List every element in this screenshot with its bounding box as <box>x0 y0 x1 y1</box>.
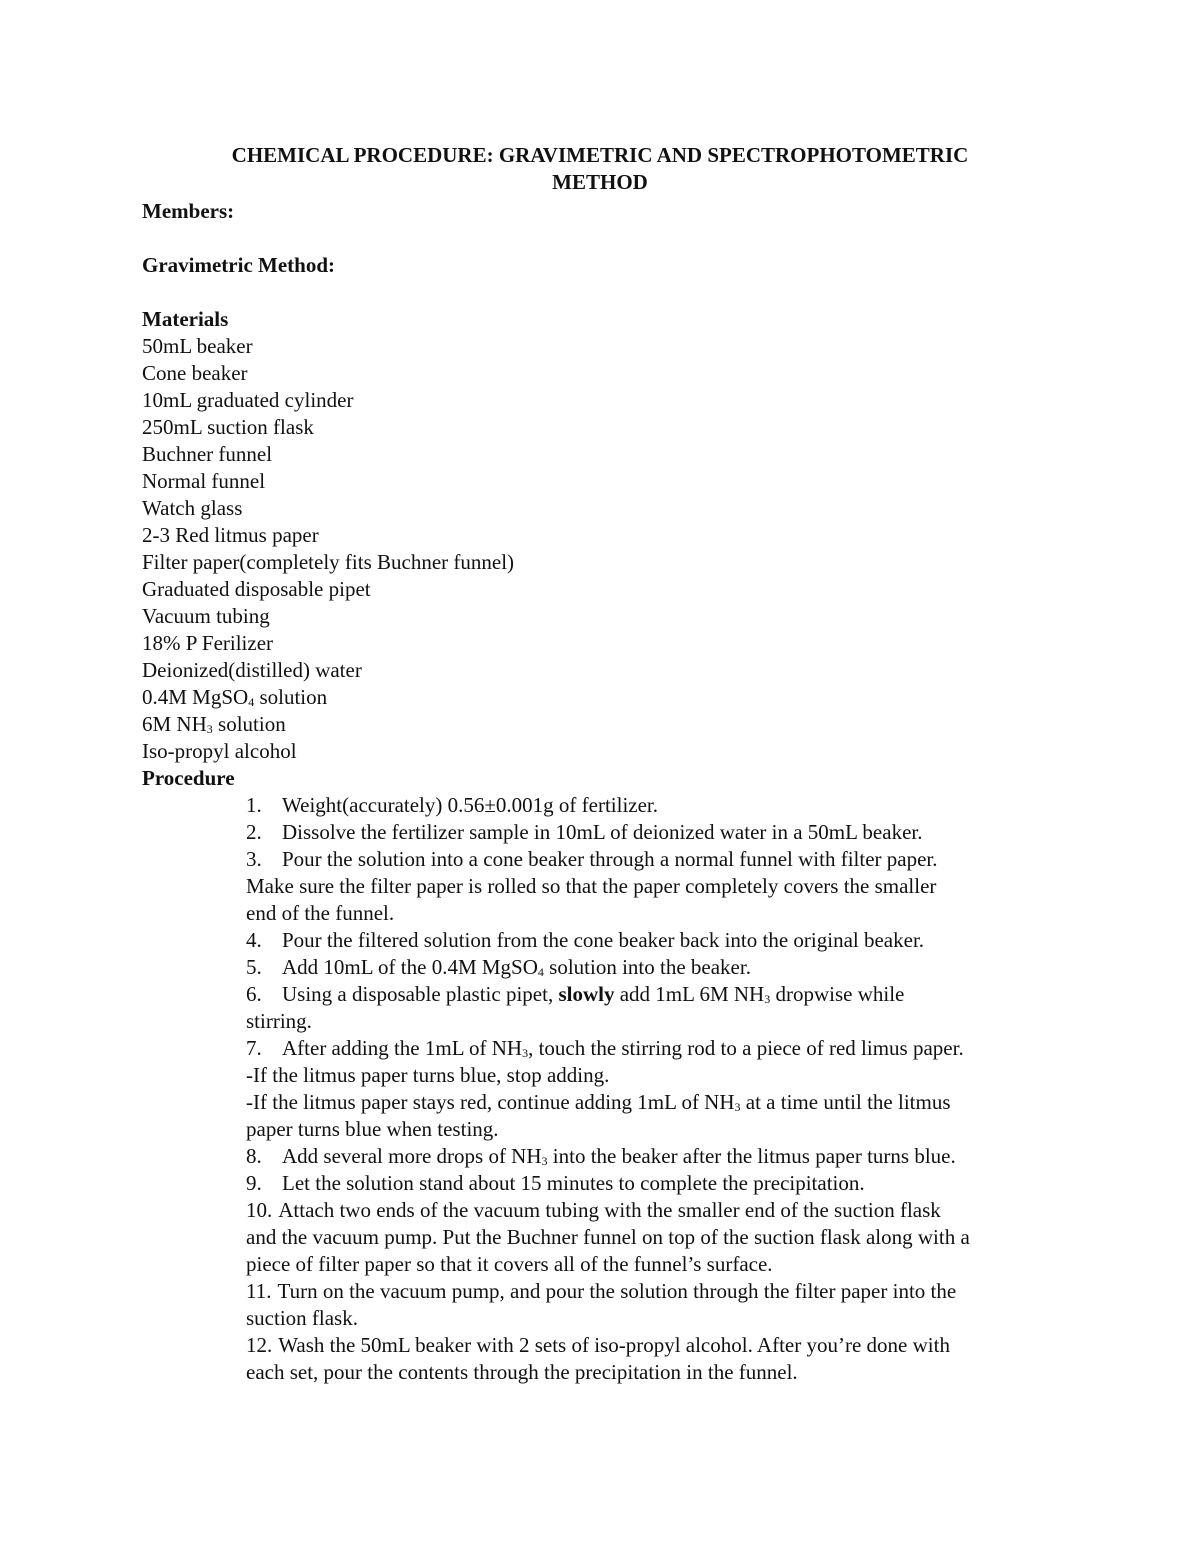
step-text: at a time until the litmus <box>740 1090 951 1114</box>
title-line-1: CHEMICAL PROCEDURE: GRAVIMETRIC AND SPECTROPHOTOMETRIC <box>231 143 969 167</box>
materials-heading: Materials <box>142 307 229 331</box>
procedure-step <box>246 1278 1076 1305</box>
step-text: After adding the 1mL of NH <box>282 1036 523 1060</box>
subscript: 4 <box>248 695 255 709</box>
material-item: Cone beaker <box>142 361 248 385</box>
emphasis-text: slowly <box>558 982 615 1006</box>
material-item: Buchner funnel <box>142 442 273 466</box>
step-continuation: end of the funnel. <box>246 901 395 925</box>
step-text: dropwise while <box>770 982 905 1006</box>
procedure-step <box>246 1197 1076 1224</box>
material-item: Filter paper(completely fits Buchner funnel) <box>142 550 515 574</box>
material-item: 18% P Ferilizer <box>142 631 274 655</box>
procedure-step <box>246 954 1076 981</box>
material-item: Iso-propyl alcohol <box>142 739 297 763</box>
step-number: 8. <box>246 1144 262 1168</box>
subscript: 3 <box>764 992 771 1006</box>
step-continuation: -If the litmus paper turns blue, stop adding. <box>246 1063 610 1087</box>
step-number: 7. <box>246 1036 262 1060</box>
material-item: 10mL graduated cylinder <box>142 388 354 412</box>
material-item: Deionized(distilled) water <box>142 658 362 682</box>
step-number: 3. <box>246 847 262 871</box>
step-continuation <box>246 1089 1076 1116</box>
procedure-step <box>246 819 1076 846</box>
step-number: 4. <box>246 928 262 952</box>
step-continuation: each set, pour the contents through the precipitation in the funnel. <box>246 1360 798 1384</box>
material-item: Watch glass <box>142 496 243 520</box>
step-text: Weight(accurately) 0.56±0.001g of fertilizer. <box>282 793 659 817</box>
step-text: Add 10mL of the 0.4M MgSO <box>282 955 538 979</box>
step-text: into the beaker after the litmus paper turns blue. <box>547 1144 956 1168</box>
material-item: Graduated disposable pipet <box>142 577 371 601</box>
step-number: 2. <box>246 820 262 844</box>
material-text: 6M NH <box>142 712 207 736</box>
step-number: 9. <box>246 1171 262 1195</box>
step-text: Wash the 50mL beaker with 2 sets of iso-propyl alcohol. After you’re done with <box>278 1333 950 1357</box>
step-text: Add several more drops of NH <box>282 1144 542 1168</box>
subscript: 4 <box>537 965 544 979</box>
material-item: Vacuum tubing <box>142 604 270 628</box>
material-item: Normal funnel <box>142 469 266 493</box>
procedure-list <box>246 792 1076 1386</box>
document-title <box>0 142 1200 196</box>
step-text: Dissolve the fertilizer sample in 10mL of deionized water in a 50mL beaker. <box>282 820 923 844</box>
method-label: Gravimetric Method: <box>142 253 336 277</box>
procedure-step <box>246 1143 1076 1170</box>
step-text: Turn on the vacuum pump, and pour the solution through the filter paper into the <box>277 1279 957 1303</box>
procedure-step <box>246 1332 1076 1359</box>
subscript: 3 <box>734 1100 741 1114</box>
step-text: Pour the solution into a cone beaker through a normal funnel with filter paper. <box>282 847 938 871</box>
material-text: solution <box>254 685 328 709</box>
procedure-step <box>246 792 1076 819</box>
step-continuation: stirring. <box>246 1009 312 1033</box>
procedure-step <box>246 846 1076 873</box>
material-item <box>142 711 514 738</box>
step-number: 6. <box>246 982 262 1006</box>
step-continuation: paper turns blue when testing. <box>246 1117 499 1141</box>
procedure-step <box>246 981 1076 1008</box>
step-number: 5. <box>246 955 262 979</box>
subscript: 3 <box>541 1154 548 1168</box>
step-continuation: suction flask. <box>246 1306 358 1330</box>
step-continuation: and the vacuum pump. Put the Buchner funnel on top of the suction flask along with a <box>246 1225 970 1249</box>
step-text: Pour the filtered solution from the cone beaker back into the original beaker. <box>282 928 925 952</box>
step-text: -If the litmus paper stays red, continue adding 1mL of NH <box>246 1090 735 1114</box>
step-number: 1. <box>246 793 262 817</box>
material-text: 0.4M MgSO <box>142 685 249 709</box>
step-text: Let the solution stand about 15 minutes to complete the precipitation. <box>282 1171 865 1195</box>
subscript: 3 <box>206 722 213 736</box>
procedure-heading: Procedure <box>142 766 235 790</box>
step-number: 12. <box>246 1333 273 1357</box>
material-item: 50mL beaker <box>142 334 253 358</box>
members-label: Members: <box>142 199 235 223</box>
step-text: Attach two ends of the vacuum tubing with the smaller end of the suction flask <box>278 1198 941 1222</box>
step-continuation: piece of filter paper so that it covers all of the funnel’s surface. <box>246 1252 773 1276</box>
step-number: 10. <box>246 1198 273 1222</box>
material-item: 250mL suction flask <box>142 415 314 439</box>
step-text: add 1mL 6M NH <box>614 982 765 1006</box>
step-text: solution into the beaker. <box>543 955 751 979</box>
material-item: 2-3 Red litmus paper <box>142 523 319 547</box>
step-continuation: Make sure the filter paper is rolled so that the paper completely covers the smaller <box>246 874 937 898</box>
procedure-step <box>246 1170 1076 1197</box>
title-line-2: METHOD <box>552 170 648 194</box>
material-text: solution <box>212 712 286 736</box>
step-text: , touch the stirring rod to a piece of red limus paper. <box>528 1036 964 1060</box>
step-number: 11. <box>246 1279 272 1303</box>
materials-section <box>142 306 514 765</box>
procedure-step <box>246 1035 1076 1062</box>
procedure-step <box>246 927 1076 954</box>
step-text: Using a disposable plastic pipet, <box>282 982 559 1006</box>
material-item <box>142 684 514 711</box>
subscript: 3 <box>522 1046 529 1060</box>
